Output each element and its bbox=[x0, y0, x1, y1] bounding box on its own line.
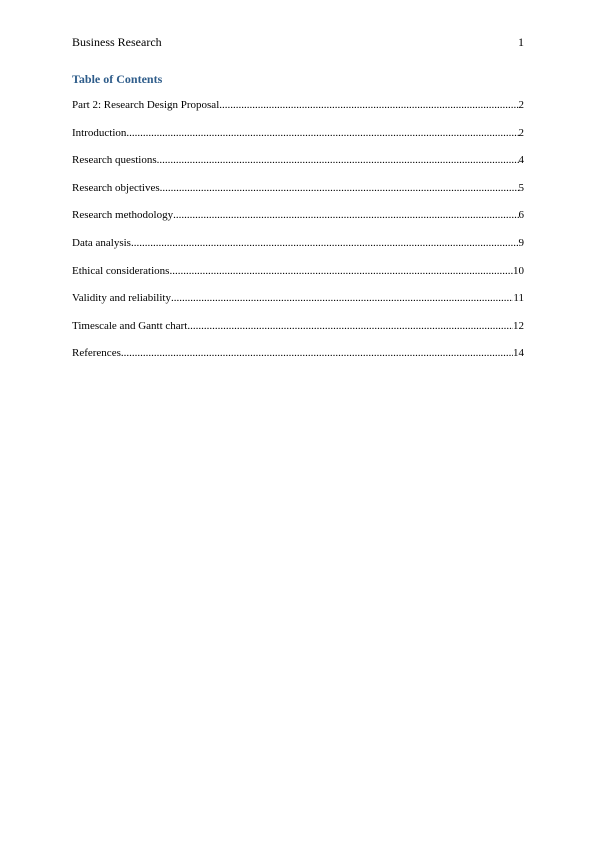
toc-entry-title: Research methodology bbox=[72, 209, 174, 222]
toc-entry-page: 11 bbox=[513, 292, 524, 305]
toc-dot-leader bbox=[171, 291, 513, 305]
toc-entry-timescale-and-gantt-chart[interactable] bbox=[72, 319, 524, 347]
toc-entry-title: Research objectives bbox=[72, 181, 160, 194]
toc-entry-validity-and-reliability[interactable] bbox=[72, 291, 524, 319]
toc-entry-page: 4 bbox=[518, 154, 524, 167]
toc-entry-page: 10 bbox=[513, 264, 524, 277]
toc-entry-title: Ethical considerations bbox=[72, 264, 170, 277]
toc-dot-leader bbox=[121, 346, 513, 360]
toc-dot-leader bbox=[131, 236, 519, 250]
toc-entry-ethical-considerations[interactable] bbox=[72, 264, 524, 292]
toc-entry-research-methodology[interactable] bbox=[72, 208, 524, 236]
page-number: 1 bbox=[518, 35, 524, 49]
toc-entry-title: Introduction bbox=[72, 126, 127, 139]
toc-entry-title: Part 2: Research Design Proposal bbox=[72, 99, 220, 111]
toc-entry-page: 12 bbox=[513, 319, 524, 332]
toc-entry-title: Research questions bbox=[72, 154, 157, 167]
toc-entry-introduction[interactable] bbox=[72, 126, 524, 154]
toc-entry-research-objectives[interactable] bbox=[72, 181, 524, 209]
toc-dot-leader bbox=[187, 319, 513, 333]
toc-entry-title: Validity and reliability bbox=[72, 292, 171, 305]
toc-entry-references[interactable] bbox=[72, 346, 524, 374]
toc-entry-title: Timescale and Gantt chart bbox=[72, 319, 188, 332]
page-header bbox=[72, 34, 524, 50]
toc-entry-page: 9 bbox=[518, 236, 524, 249]
toc-dot-leader bbox=[160, 181, 519, 195]
toc-entry-page: 14 bbox=[513, 347, 524, 360]
toc-entry-research-design-proposal[interactable] bbox=[72, 98, 524, 126]
toc-dot-leader bbox=[126, 126, 518, 140]
toc-dot-leader bbox=[169, 264, 513, 278]
toc-entry-data-analysis[interactable] bbox=[72, 236, 524, 264]
toc-entry-title: References bbox=[72, 347, 121, 360]
toc-entry-page: 2 bbox=[518, 99, 524, 111]
toc-entry-page: 6 bbox=[518, 209, 524, 222]
toc-entry-title: Data analysis bbox=[72, 236, 131, 249]
toc-dot-leader bbox=[157, 153, 519, 167]
toc-dot-leader bbox=[219, 98, 518, 112]
running-title: Business Research bbox=[72, 35, 162, 49]
table-of-contents bbox=[72, 98, 524, 374]
toc-entry-page: 2 bbox=[518, 126, 524, 139]
toc-entry-page: 5 bbox=[518, 181, 524, 194]
toc-entry-research-questions[interactable] bbox=[72, 153, 524, 181]
toc-dot-leader bbox=[173, 208, 518, 222]
toc-heading: Table of Contents bbox=[72, 72, 163, 86]
